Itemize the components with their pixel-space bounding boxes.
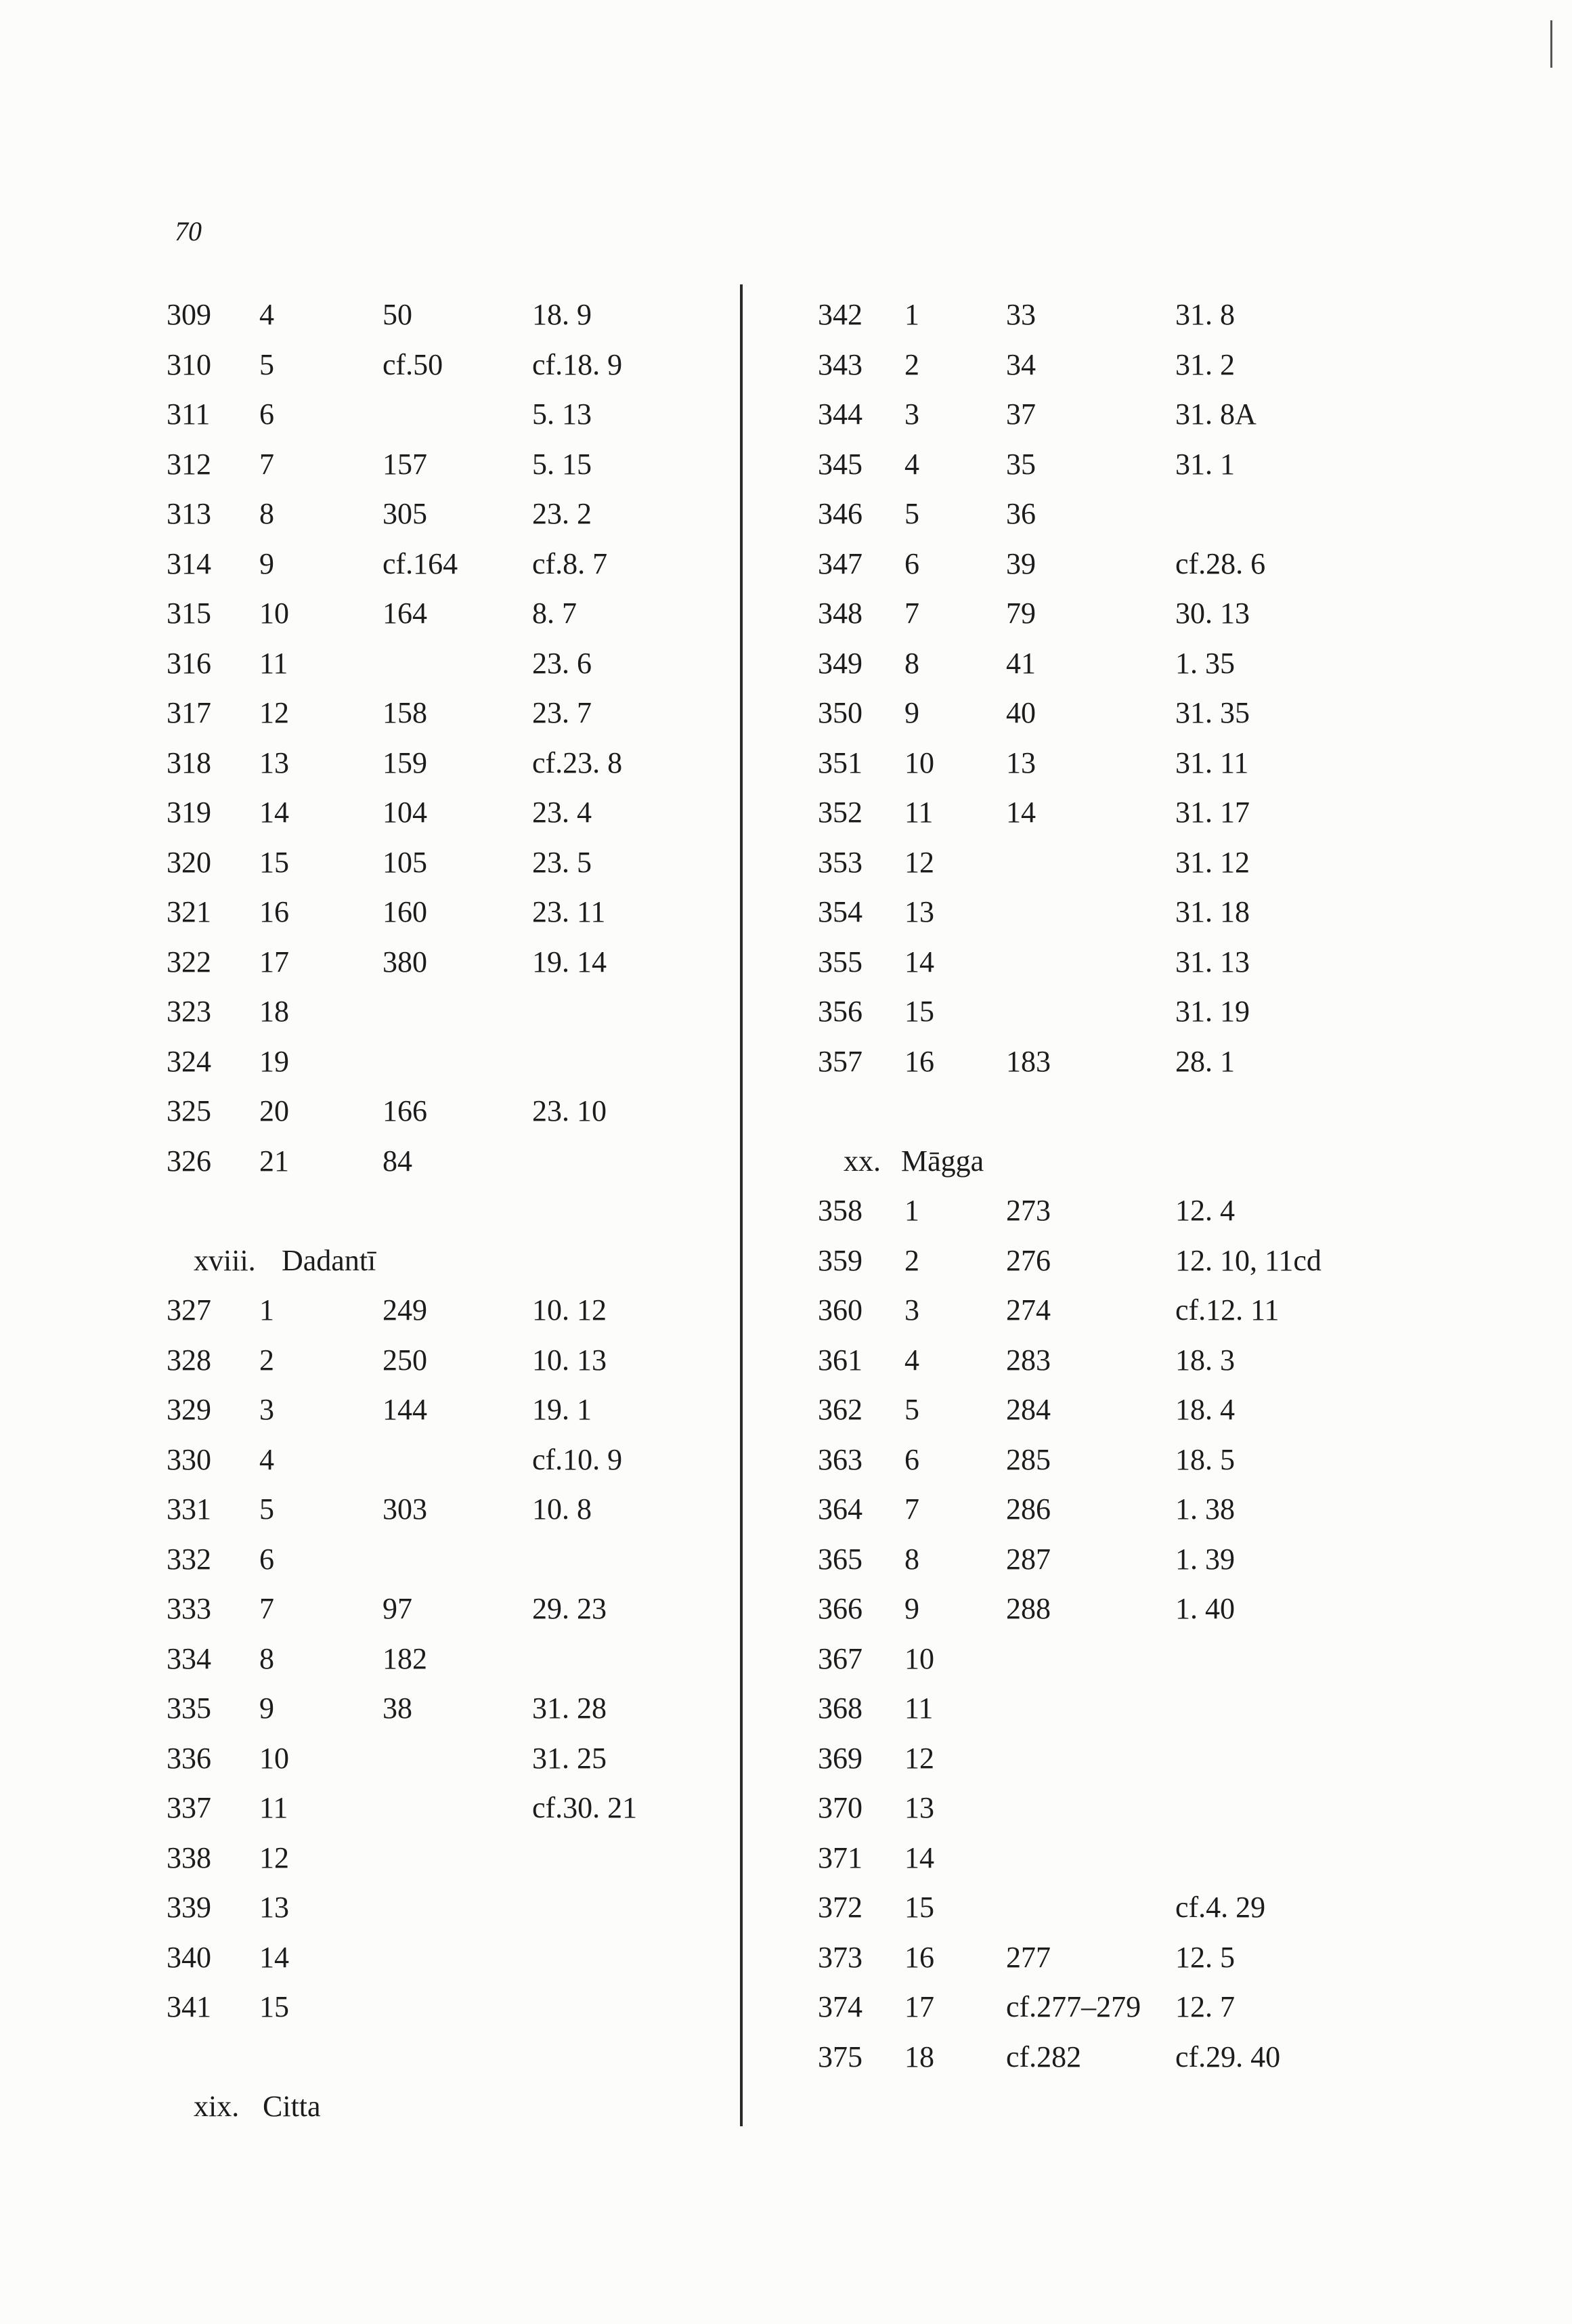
verse-number: 350 bbox=[818, 696, 863, 729]
chapter-verse-number: 2 bbox=[904, 1243, 919, 1277]
chapter-verse-number: 14 bbox=[904, 1841, 934, 1874]
reference-a: 39 bbox=[1006, 546, 1036, 580]
chapter-verse-number: 15 bbox=[259, 845, 289, 879]
verse-number: 348 bbox=[818, 597, 863, 630]
reference-b: 12. 10, 11cd bbox=[1175, 1243, 1322, 1277]
reference-b: 10. 13 bbox=[532, 1343, 607, 1377]
verse-number: 358 bbox=[818, 1194, 863, 1227]
verse-number: 369 bbox=[818, 1741, 863, 1775]
verse-number: 367 bbox=[818, 1641, 863, 1675]
chapter-verse-number: 8 bbox=[904, 1542, 919, 1576]
reference-b: 31. 1 bbox=[1175, 447, 1235, 481]
verse-number: 331 bbox=[167, 1492, 211, 1526]
chapter-verse-number: 5 bbox=[259, 347, 274, 381]
reference-a: 35 bbox=[1006, 447, 1036, 481]
chapter-verse-number: 3 bbox=[259, 1393, 274, 1426]
reference-a: 79 bbox=[1006, 597, 1036, 630]
reference-b: 1. 40 bbox=[1175, 1592, 1235, 1625]
reference-b: 12. 5 bbox=[1175, 1940, 1235, 1974]
chapter-verse-number: 7 bbox=[259, 447, 274, 481]
reference-b: 18. 3 bbox=[1175, 1343, 1235, 1377]
page-number: 70 bbox=[175, 216, 202, 246]
reference-a: 37 bbox=[1006, 397, 1036, 431]
verse-number: 351 bbox=[818, 746, 863, 779]
reference-b: 29. 23 bbox=[532, 1592, 607, 1625]
reference-b: 31. 35 bbox=[1175, 696, 1250, 729]
reference-a: 283 bbox=[1006, 1343, 1051, 1377]
reference-b: cf.12. 11 bbox=[1175, 1293, 1280, 1327]
reference-a: 34 bbox=[1006, 347, 1036, 381]
chapter-verse-number: 18 bbox=[904, 2040, 934, 2073]
reference-a: 286 bbox=[1006, 1492, 1051, 1526]
verse-number: 335 bbox=[167, 1692, 211, 1725]
reference-a: 274 bbox=[1006, 1293, 1051, 1327]
reference-b: 31. 13 bbox=[1175, 945, 1250, 978]
reference-a: cf.164 bbox=[383, 546, 458, 580]
reference-b: 31. 25 bbox=[532, 1741, 607, 1775]
chapter-verse-number: 10 bbox=[904, 1641, 934, 1675]
reference-a: 380 bbox=[383, 945, 427, 978]
reference-a: 164 bbox=[383, 597, 427, 630]
chapter-verse-number: 8 bbox=[904, 646, 919, 680]
reference-a: cf.277–279 bbox=[1006, 1990, 1141, 2023]
section-roman: xx. bbox=[844, 1144, 881, 1178]
reference-a: 287 bbox=[1006, 1542, 1051, 1576]
verse-number: 322 bbox=[167, 945, 211, 978]
chapter-verse-number: 14 bbox=[259, 796, 289, 829]
reference-b: 8. 7 bbox=[532, 597, 577, 630]
reference-a: 50 bbox=[383, 298, 412, 331]
verse-number: 357 bbox=[818, 1044, 863, 1078]
chapter-verse-number: 7 bbox=[904, 1492, 919, 1526]
verse-number: 334 bbox=[167, 1641, 211, 1675]
reference-a: 305 bbox=[383, 497, 427, 530]
reference-a: 104 bbox=[383, 796, 427, 829]
chapter-verse-number: 3 bbox=[904, 1293, 919, 1327]
reference-b: cf.23. 8 bbox=[532, 746, 623, 779]
section-roman: xix. bbox=[194, 2090, 240, 2123]
verse-number: 328 bbox=[167, 1343, 211, 1377]
verse-number: 320 bbox=[167, 845, 211, 879]
verse-number: 341 bbox=[167, 1990, 211, 2023]
verse-number: 326 bbox=[167, 1144, 211, 1178]
verse-number: 330 bbox=[167, 1442, 211, 1476]
column-divider bbox=[740, 284, 743, 2126]
verse-number: 316 bbox=[167, 646, 211, 680]
reference-a: 157 bbox=[383, 447, 427, 481]
reference-a: 284 bbox=[1006, 1393, 1051, 1426]
reference-b: 1. 39 bbox=[1175, 1542, 1235, 1576]
verse-number: 355 bbox=[818, 945, 863, 978]
reference-b: 23. 4 bbox=[532, 796, 592, 829]
reference-b: 1. 35 bbox=[1175, 646, 1235, 680]
verse-number: 361 bbox=[818, 1343, 863, 1377]
reference-a: 84 bbox=[383, 1144, 412, 1178]
reference-a: 159 bbox=[383, 746, 427, 779]
reference-b: 23. 6 bbox=[532, 646, 592, 680]
chapter-verse-number: 17 bbox=[904, 1990, 934, 2023]
reference-a: 288 bbox=[1006, 1592, 1051, 1625]
chapter-verse-number: 16 bbox=[259, 895, 289, 928]
chapter-verse-number: 11 bbox=[259, 646, 288, 680]
reference-b: cf.29. 40 bbox=[1175, 2040, 1281, 2073]
chapter-verse-number: 11 bbox=[904, 796, 934, 829]
verse-number: 323 bbox=[167, 995, 211, 1028]
reference-a: 303 bbox=[383, 1492, 427, 1526]
verse-number: 356 bbox=[818, 995, 863, 1028]
chapter-verse-number: 15 bbox=[904, 995, 934, 1028]
reference-b: 23. 7 bbox=[532, 696, 592, 729]
chapter-verse-number: 12 bbox=[259, 1841, 289, 1874]
reference-a: 285 bbox=[1006, 1442, 1051, 1476]
verse-number: 370 bbox=[818, 1791, 863, 1824]
chapter-verse-number: 11 bbox=[904, 1692, 934, 1725]
reference-b: 23. 11 bbox=[532, 895, 606, 928]
chapter-verse-number: 8 bbox=[259, 1641, 274, 1675]
chapter-verse-number: 12 bbox=[904, 1741, 934, 1775]
reference-a: 277 bbox=[1006, 1940, 1051, 1974]
verse-number: 319 bbox=[167, 796, 211, 829]
verse-number: 325 bbox=[167, 1094, 211, 1127]
verse-number: 338 bbox=[167, 1841, 211, 1874]
chapter-verse-number: 9 bbox=[904, 1592, 919, 1625]
verse-number: 327 bbox=[167, 1293, 211, 1327]
reference-a: 160 bbox=[383, 895, 427, 928]
verse-number: 364 bbox=[818, 1492, 863, 1526]
reference-b: 31. 8A bbox=[1175, 397, 1257, 431]
verse-number: 374 bbox=[818, 1990, 863, 2023]
reference-a: 97 bbox=[383, 1592, 412, 1625]
reference-a: cf.282 bbox=[1006, 2040, 1082, 2073]
chapter-verse-number: 20 bbox=[259, 1094, 289, 1127]
reference-a: 40 bbox=[1006, 696, 1036, 729]
verse-number: 332 bbox=[167, 1542, 211, 1576]
chapter-verse-number: 4 bbox=[259, 298, 274, 331]
chapter-verse-number: 1 bbox=[904, 1194, 919, 1227]
reference-b: 5. 15 bbox=[532, 447, 592, 481]
reference-b: 1. 38 bbox=[1175, 1492, 1235, 1526]
verse-number: 372 bbox=[818, 1891, 863, 1924]
verse-number: 315 bbox=[167, 597, 211, 630]
chapter-verse-number: 4 bbox=[259, 1442, 274, 1476]
verse-number: 349 bbox=[818, 646, 863, 680]
verse-number: 345 bbox=[818, 447, 863, 481]
reference-b: 18. 4 bbox=[1175, 1393, 1235, 1426]
reference-b: cf.4. 29 bbox=[1175, 1891, 1266, 1924]
chapter-verse-number: 10 bbox=[259, 1741, 289, 1775]
reference-a: 144 bbox=[383, 1393, 427, 1426]
reference-b: 31. 17 bbox=[1175, 796, 1250, 829]
reference-b: 31. 12 bbox=[1175, 845, 1250, 879]
chapter-verse-number: 13 bbox=[904, 895, 934, 928]
reference-b: 12. 7 bbox=[1175, 1990, 1235, 2023]
chapter-verse-number: 2 bbox=[259, 1343, 274, 1377]
chapter-verse-number: 5 bbox=[904, 1393, 919, 1426]
verse-number: 318 bbox=[167, 746, 211, 779]
reference-b: cf.28. 6 bbox=[1175, 546, 1266, 580]
verse-number: 362 bbox=[818, 1393, 863, 1426]
reference-b: 31. 18 bbox=[1175, 895, 1250, 928]
verse-number: 366 bbox=[818, 1592, 863, 1625]
verse-number: 313 bbox=[167, 497, 211, 530]
reference-b: 31. 8 bbox=[1175, 298, 1235, 331]
verse-number: 363 bbox=[818, 1442, 863, 1476]
reference-b: 18. 9 bbox=[532, 298, 592, 331]
reference-b: cf.30. 21 bbox=[532, 1791, 638, 1824]
reference-b: 31. 19 bbox=[1175, 995, 1250, 1028]
reference-a: 250 bbox=[383, 1343, 427, 1377]
reference-b: 19. 1 bbox=[532, 1393, 592, 1426]
verse-number: 310 bbox=[167, 347, 211, 381]
reference-b: 30. 13 bbox=[1175, 597, 1250, 630]
reference-b: 18. 5 bbox=[1175, 1442, 1235, 1476]
reference-b: 5. 13 bbox=[532, 397, 592, 431]
verse-number: 359 bbox=[818, 1243, 863, 1277]
reference-b: 12. 4 bbox=[1175, 1194, 1235, 1227]
chapter-verse-number: 18 bbox=[259, 995, 289, 1028]
chapter-verse-number: 11 bbox=[259, 1791, 288, 1824]
chapter-verse-number: 9 bbox=[259, 1692, 274, 1725]
verse-number: 365 bbox=[818, 1542, 863, 1576]
verse-number: 346 bbox=[818, 497, 863, 530]
verse-number: 354 bbox=[818, 895, 863, 928]
chapter-verse-number: 19 bbox=[259, 1044, 289, 1078]
chapter-verse-number: 10 bbox=[904, 746, 934, 779]
chapter-verse-number: 7 bbox=[259, 1592, 274, 1625]
chapter-verse-number: 13 bbox=[904, 1791, 934, 1824]
reference-b: cf.10. 9 bbox=[532, 1442, 623, 1476]
chapter-verse-number: 14 bbox=[259, 1940, 289, 1974]
chapter-verse-number: 17 bbox=[259, 945, 289, 978]
chapter-verse-number: 16 bbox=[904, 1044, 934, 1078]
chapter-verse-number: 6 bbox=[259, 397, 274, 431]
chapter-verse-number: 3 bbox=[904, 397, 919, 431]
chapter-verse-number: 7 bbox=[904, 597, 919, 630]
chapter-verse-number: 6 bbox=[259, 1542, 274, 1576]
reference-a: 183 bbox=[1006, 1044, 1051, 1078]
chapter-verse-number: 8 bbox=[259, 497, 274, 530]
verse-number: 324 bbox=[167, 1044, 211, 1078]
verse-number: 340 bbox=[167, 1940, 211, 1974]
reference-a: 36 bbox=[1006, 497, 1036, 530]
verse-number: 314 bbox=[167, 546, 211, 580]
reference-a: 166 bbox=[383, 1094, 427, 1127]
verse-number: 373 bbox=[818, 1940, 863, 1974]
chapter-verse-number: 13 bbox=[259, 1891, 289, 1924]
chapter-verse-number: 9 bbox=[904, 696, 919, 729]
verse-number: 343 bbox=[818, 347, 863, 381]
reference-a: 41 bbox=[1006, 646, 1036, 680]
section-roman: xviii. bbox=[194, 1243, 256, 1277]
chapter-verse-number: 12 bbox=[904, 845, 934, 879]
verse-number: 312 bbox=[167, 447, 211, 481]
chapter-verse-number: 1 bbox=[904, 298, 919, 331]
verse-number: 311 bbox=[167, 397, 211, 431]
reference-b: 23. 2 bbox=[532, 497, 592, 530]
verse-number: 321 bbox=[167, 895, 211, 928]
verse-number: 375 bbox=[818, 2040, 863, 2073]
reference-b: 10. 8 bbox=[532, 1492, 592, 1526]
reference-a: 105 bbox=[383, 845, 427, 879]
verse-number: 344 bbox=[818, 397, 863, 431]
reference-b: cf.8. 7 bbox=[532, 546, 608, 580]
reference-b: 31. 28 bbox=[532, 1692, 607, 1725]
verse-number: 368 bbox=[818, 1692, 863, 1725]
chapter-verse-number: 5 bbox=[259, 1492, 274, 1526]
reference-a: 14 bbox=[1006, 796, 1036, 829]
verse-number: 371 bbox=[818, 1841, 863, 1874]
chapter-verse-number: 1 bbox=[259, 1293, 274, 1327]
verse-number: 360 bbox=[818, 1293, 863, 1327]
reference-b: 23. 5 bbox=[532, 845, 592, 879]
chapter-verse-number: 15 bbox=[259, 1990, 289, 2023]
verse-number: 339 bbox=[167, 1891, 211, 1924]
reference-b: 31. 2 bbox=[1175, 347, 1235, 381]
verse-number: 317 bbox=[167, 696, 211, 729]
verse-number: 347 bbox=[818, 546, 863, 580]
chapter-verse-number: 10 bbox=[259, 597, 289, 630]
chapter-verse-number: 4 bbox=[904, 1343, 919, 1377]
verse-number: 329 bbox=[167, 1393, 211, 1426]
edge-mark bbox=[1550, 20, 1552, 68]
reference-a: 249 bbox=[383, 1293, 427, 1327]
verse-number: 352 bbox=[818, 796, 863, 829]
reference-a: cf.50 bbox=[383, 347, 443, 381]
chapter-verse-number: 9 bbox=[259, 546, 274, 580]
reference-a: 38 bbox=[383, 1692, 412, 1725]
reference-b: 19. 14 bbox=[532, 945, 607, 978]
verse-number: 353 bbox=[818, 845, 863, 879]
chapter-verse-number: 6 bbox=[904, 546, 919, 580]
reference-a: 13 bbox=[1006, 746, 1036, 779]
chapter-verse-number: 12 bbox=[259, 696, 289, 729]
reference-b: 31. 11 bbox=[1175, 746, 1249, 779]
reference-b: 23. 10 bbox=[532, 1094, 607, 1127]
section-title: Citta bbox=[263, 2090, 321, 2123]
reference-a: 182 bbox=[383, 1641, 427, 1675]
chapter-verse-number: 5 bbox=[904, 497, 919, 530]
verse-number: 337 bbox=[167, 1791, 211, 1824]
chapter-verse-number: 14 bbox=[904, 945, 934, 978]
chapter-verse-number: 13 bbox=[259, 746, 289, 779]
chapter-verse-number: 16 bbox=[904, 1940, 934, 1974]
verse-number: 309 bbox=[167, 298, 211, 331]
reference-a: 273 bbox=[1006, 1194, 1051, 1227]
reference-b: cf.18. 9 bbox=[532, 347, 623, 381]
verse-number: 336 bbox=[167, 1741, 211, 1775]
reference-a: 158 bbox=[383, 696, 427, 729]
chapter-verse-number: 21 bbox=[259, 1144, 289, 1178]
reference-a: 276 bbox=[1006, 1243, 1051, 1277]
chapter-verse-number: 4 bbox=[904, 447, 919, 481]
section-title: Māgga bbox=[901, 1144, 984, 1178]
reference-b: 10. 12 bbox=[532, 1293, 607, 1327]
chapter-verse-number: 15 bbox=[904, 1891, 934, 1924]
section-title: Dadantī bbox=[282, 1243, 376, 1277]
reference-b: 28. 1 bbox=[1175, 1044, 1235, 1078]
chapter-verse-number: 2 bbox=[904, 347, 919, 381]
chapter-verse-number: 6 bbox=[904, 1442, 919, 1476]
reference-a: 33 bbox=[1006, 298, 1036, 331]
verse-number: 342 bbox=[818, 298, 863, 331]
verse-number: 333 bbox=[167, 1592, 211, 1625]
